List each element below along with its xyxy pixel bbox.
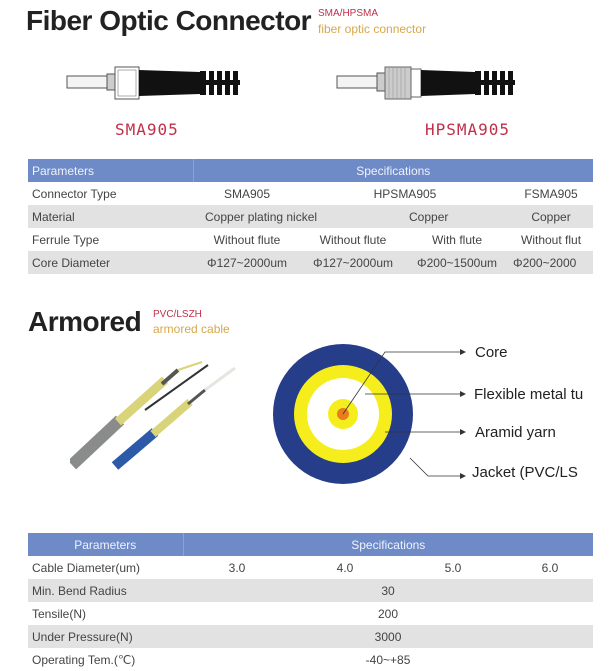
cell: Without flut (521, 232, 582, 247)
section-title-armored: Armored (28, 306, 142, 337)
table-row (28, 625, 593, 648)
cell: Copper plating nickel (193, 205, 405, 228)
table-row (28, 602, 593, 625)
row-label: Core Diameter (28, 251, 193, 274)
row-label: Cable Diameter(um) (32, 560, 141, 575)
table-row (28, 648, 593, 671)
label-core: Core (475, 344, 508, 361)
table-header-row (28, 159, 593, 182)
armored-subtitle-code: PVC/LSZH (153, 309, 202, 320)
row-label: Connector Type (32, 186, 117, 201)
sma905-caption: SMA905 (115, 120, 179, 139)
cell: 6.0 (541, 560, 559, 575)
table-row (28, 251, 593, 274)
hpsma905-caption: HPSMA905 (425, 120, 511, 139)
header-specifications: Specifications (193, 159, 593, 182)
row-label: Operating Tem.(℃) (32, 652, 136, 667)
cell: HPSMA905 (373, 186, 437, 201)
header-parameters: Parameters (28, 533, 183, 556)
cell: With flute (431, 232, 482, 247)
cell: 4.0 (336, 560, 354, 575)
section-title-connector: Fiber Optic Connector (26, 5, 312, 36)
cell: 3.0 (228, 560, 246, 575)
connector-subtitle-text: fiber optic connector (318, 22, 427, 36)
armored-subtitle-text: armored cable (153, 322, 230, 336)
row-label: Under Pressure(N) (28, 625, 183, 648)
table-row (28, 556, 593, 579)
cell: Φ127~2000um (301, 251, 405, 274)
table-row (28, 228, 593, 251)
table-row (28, 579, 593, 602)
label-jacket: Jacket (PVC/LS (472, 464, 578, 481)
table-header-row (28, 533, 593, 556)
cell: FSMA905 (524, 186, 578, 201)
connector-subtitle-code: SMA/HPSMA (318, 8, 379, 19)
sma905-connector-image (65, 62, 245, 104)
cell: Copper (509, 205, 593, 228)
table-row (28, 205, 593, 228)
cell: Copper (405, 205, 509, 228)
cell: SMA905 (223, 186, 271, 201)
connector-spec-table (28, 159, 593, 274)
row-label: Min. Bend Radius (28, 579, 183, 602)
table-row (28, 182, 593, 205)
cell: -40~+85 (365, 652, 411, 667)
cell: 200 (378, 606, 399, 621)
row-label: Ferrule Type (32, 232, 100, 247)
row-label: Tensile(N) (32, 606, 87, 621)
header-parameters: Parameters (28, 159, 193, 182)
armored-spec-table (28, 533, 593, 671)
armored-cable-image (70, 360, 250, 470)
label-aramid-yarn: Aramid yarn (475, 424, 556, 441)
label-flexible-metal-tube: Flexible metal tu (474, 386, 584, 403)
cell: Φ200~1500um (405, 251, 509, 274)
cell: Without flute (213, 232, 281, 247)
cell: Φ127~2000um (193, 251, 301, 274)
cell: 3000 (183, 625, 593, 648)
hpsma905-connector-image (335, 62, 520, 104)
row-label: Material (28, 205, 193, 228)
cell: 5.0 (444, 560, 462, 575)
header-specifications: Specifications (183, 533, 593, 556)
cell: Φ200~2000 (509, 251, 593, 274)
cell: 30 (183, 579, 593, 602)
cell: Without flute (319, 232, 387, 247)
cable-cross-section-diagram (270, 340, 470, 490)
